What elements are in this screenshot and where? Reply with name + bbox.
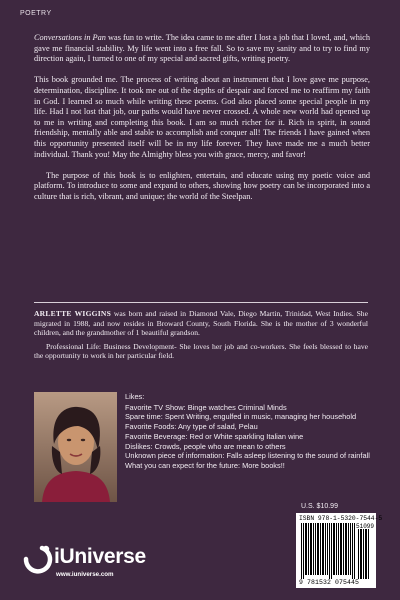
blurb-paragraph-3: The purpose of this book is to enlighten, entertain, and educate using my poetic voice and platform. To introduce to some and expand to others, showing how poetry can be incorporated into a culture that is rich, vibrant, and unique; the world of the Steelpan. [34,170,370,201]
bio-paragraph: ARLETTE WIGGINS was born and raised in Diamond Vale, Diego Martin, Trinidad, West Indies. She migrated in 1988, and now resides in Broward County, South Florida. She is the mother of 3 wonderful children, and the grandmother of 1 beautiful grandson. [34,309,368,338]
publisher-logo [20,543,150,583]
divider [34,302,368,303]
likes-item: Favorite TV Show: Binge watches Criminal Minds [125,402,287,412]
publisher-url: www.iuniverse.com [56,571,114,578]
likes-item: Favorite Beverage: Red or White sparkling Italian wine [125,431,304,441]
likes-item: What you can expect for the future: More books!! [125,460,285,470]
iuniverse-logo-icon [20,543,54,577]
blurb-paragraph-1: Conversations in Pan was fun to write. The idea came to me after I lost a job that I loved, and, which gave me financial stability. My life went into a free fall. So to save my sanity and to try to find my direction again, I turned to one of my special and sacred gifts, writing poetry. [34,33,371,64]
likes-item: Favorite Foods: Any type of salad, Pelau [125,422,258,432]
professional-life: Professional Life: Business Development- She loves her job and co-workers. She feels blessed to have the opportunity to work in her particular field. [34,341,368,361]
publisher-name: iUniverse [54,545,146,568]
isbn-barcode [296,513,383,588]
likes-heading: Likes: [125,392,145,401]
author-name: ARLETTE WIGGINS [34,309,112,318]
barcode-bars [301,523,371,579]
likes-list [125,392,385,471]
author-photo [34,392,117,502]
book-title: Conversations in Pan [34,33,106,42]
isbn-text: ISBN 978-1-5320-7544-5 [299,515,383,522]
likes-item: Dislikes: Crowds, people who are mean to others [125,441,286,451]
likes-item: Spare time: Spent Writing, engulfed in music, managing her household [125,412,357,422]
price-label: U.S. $10.99 [301,503,338,510]
back-cover-blurb [34,33,370,213]
author-bio [34,309,368,365]
price-addon: 51099 [356,523,375,530]
blurb-paragraph-2: This book grounded me. The process of writing about an instrument that I love gave me purpose, determination, discipline. It took me out of the depths of despair and forced me to reaffirm my faith in God. I learned so much while writing these poems. God also placed some special people in my life. Had I not lost that job, our paths would have never crossed. A whole new world had opened up to me in writing and completing this book. I am so much richer for it. Rich in spirit, in sound friendship, mentally able and stable to accomplish and conquer all! The friends I have gained when this opportunity presented itself will be in my life forever. They have made me a much better individual. Thank you! May the Almighty bless you with grace, mercy, and favor! [34,75,370,159]
genre-label: POETRY [20,10,52,17]
barcode-number: 9 781532 075445 [299,579,360,586]
likes-item: Unknown piece of information: Falls asleep listening to the sound of rainfall [125,451,370,461]
